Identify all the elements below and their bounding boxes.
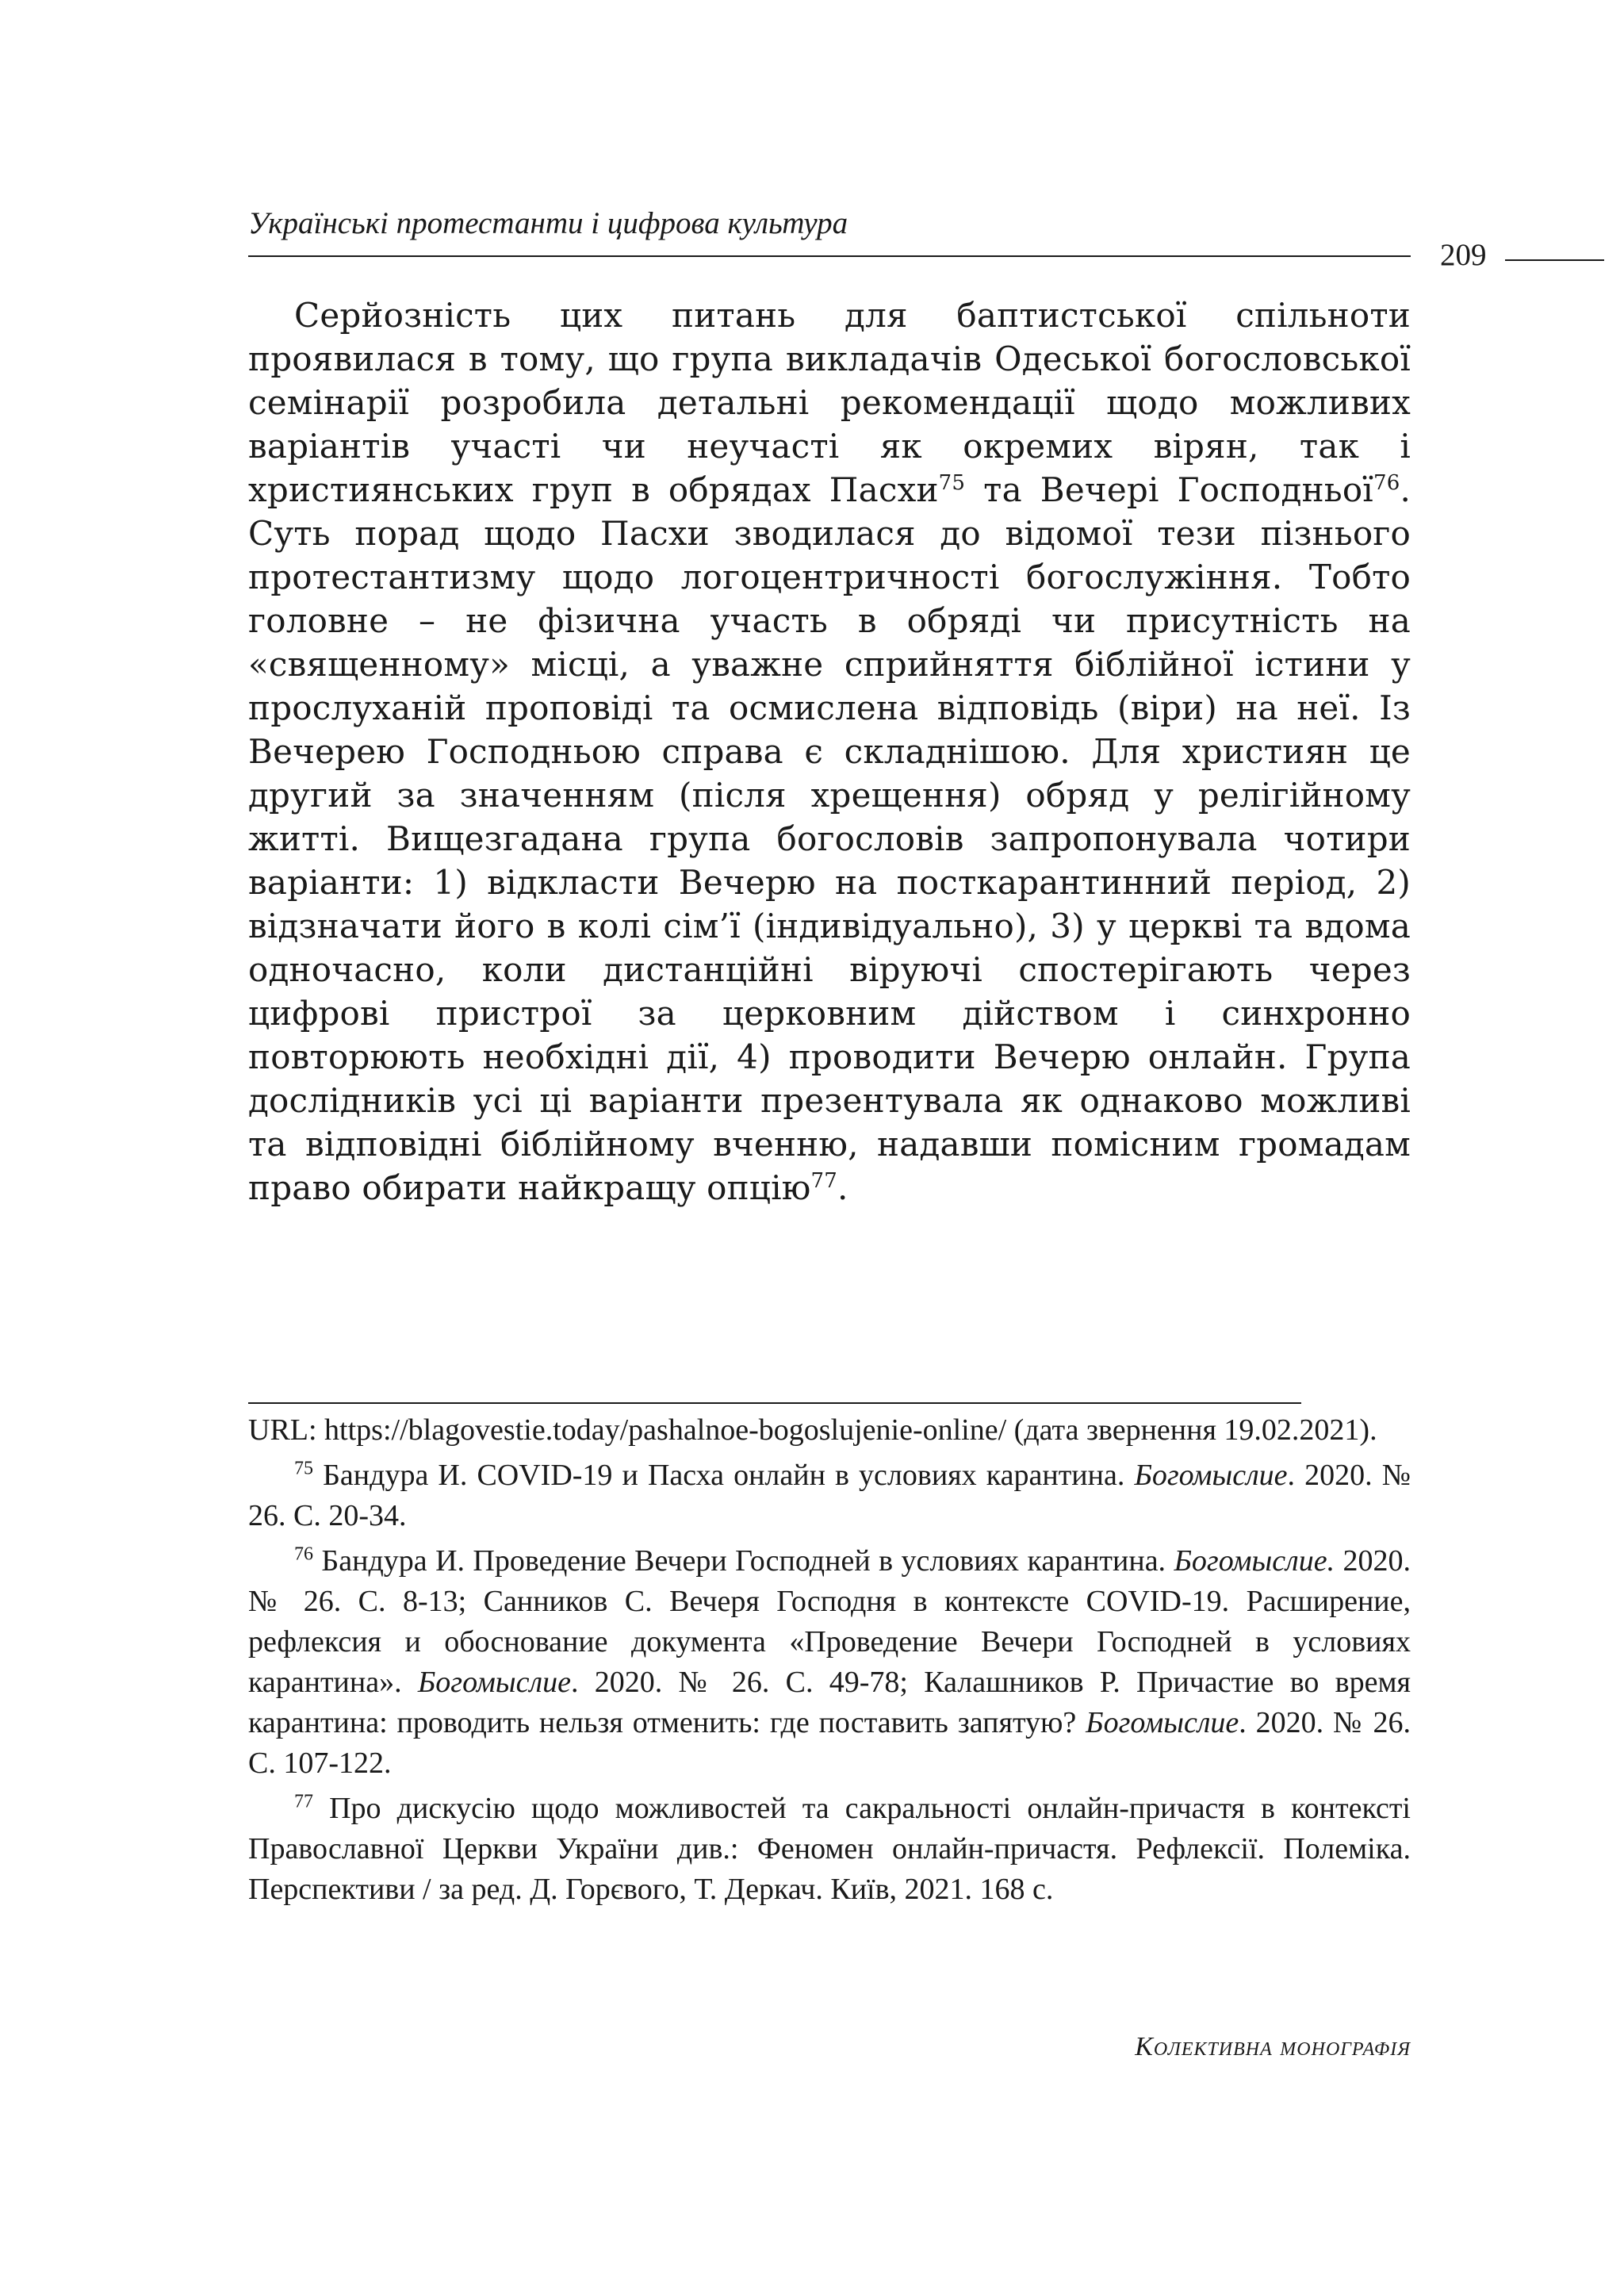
journal-title: Богомыслие — [417, 1666, 571, 1699]
footnote-75 — [248, 1455, 1411, 1536]
text-run: . 2020. № 26. С. 107-122. — [248, 1706, 1411, 1780]
footnotes — [248, 1410, 1411, 1915]
journal-title: Богомыслие — [1086, 1706, 1239, 1739]
footnote-77 — [248, 1789, 1411, 1910]
page-number: 209 — [1440, 238, 1487, 272]
text-run: . Суть порад щодо Пасхи зводилася до відомої тези пізнього протестантизму щодо логоцентричності богослужіння. Тобто головне – не фізична участь в обряді чи присутність на «священному» місці, а уважне сприйняття біблійної істини у прослуханій проповіді та осмислена відповідь (віри) на неї. Із Вечерею Господньою справа є складнішою. Для християн це другий за значенням (після хрещення) обряд у релігійному житті. Вищезгадана група богословів запропонувала чотири варіанти: 1) відкласти Вечерю на посткарантинний період, 2) відзначати його в колі сім’ї (індивідуально), 3) у церкві та вдома одночасно, коли дистанційні віруючі спостерігають через цифрові пристрої за церковним дійством і синхронно повторюють необхідні дії, 4) проводити Вечерю онлайн. Група дослідників усі ці варіанти презентувала як однаково можливі та відповідні біблійному вченню, надавши помісним громадам право обирати найкращу опцію — [248, 470, 1411, 1207]
body-text — [248, 293, 1411, 1210]
footnote-number: 76 — [294, 1543, 313, 1565]
footnote-rule — [248, 1402, 1301, 1404]
text-run: . 2020. № 26. С. 49-78; Калашников Р. Причастие во время карантина: проводить нельзя отменить: где поставить запятую? — [248, 1666, 1411, 1739]
footnote-ref-75: 75 — [938, 471, 966, 495]
text-run: . 2020. № 26. С. 20-34. — [248, 1459, 1411, 1532]
footnote-ref-76: 76 — [1373, 471, 1400, 495]
footnote-number: 77 — [294, 1791, 313, 1812]
text-run: 2020. № 26. С. 8-13; Санников С. Вечеря Господня в контексте COVID-19. Расширение, рефлексия и обоснование документа «Проведение Вечери Господней в условиях карантина». — [248, 1544, 1411, 1699]
footnote-ref-77: 77 — [810, 1169, 837, 1193]
footnote-76 — [248, 1541, 1411, 1784]
footer-label: Колективна монографія — [1135, 2032, 1411, 2061]
page-number-rule — [1505, 259, 1604, 261]
header-rule — [248, 255, 1411, 257]
footnote-continued: URL: https://blagovestie.today/pashalnoe-bogoslujenie-online/ (дата звернення 19.02.2021). — [248, 1413, 1377, 1447]
text-run: Бандура И. Проведение Вечери Господней в условиях карантина. — [313, 1544, 1174, 1578]
text-run: Серйозність цих питань для баптистської спільноти проявилася в тому, що група викладачів Одеської богословської семінарії розробила детальні рекомендації щодо можливих варіантів участі чи неучасті як окремих вірян, так і християнських груп в обрядах Пасхи — [248, 296, 1411, 509]
text-run: . — [837, 1168, 848, 1207]
footnote-number: 75 — [294, 1458, 313, 1479]
running-header: Українські протестанти і цифрова культура — [248, 206, 848, 240]
journal-title: Богомыслие. — [1174, 1544, 1335, 1578]
text-run: та Вечері Господньої — [965, 470, 1373, 509]
text-run: Про дискусію щодо можливостей та сакральності онлайн-причастя в контексті Православної Церкви України див.: Феномен онлайн-причастя. Рефлексії. Полеміка. Перспективи / за ред. Д. Горєвого, Т. Деркач. Київ, 2021. 168 с. — [248, 1792, 1411, 1906]
journal-title: Богомыслие — [1134, 1459, 1288, 1492]
text-run: Бандура И. COVID-19 и Пасха онлайн в условиях карантина. — [313, 1459, 1135, 1492]
paragraph — [248, 293, 1411, 1210]
